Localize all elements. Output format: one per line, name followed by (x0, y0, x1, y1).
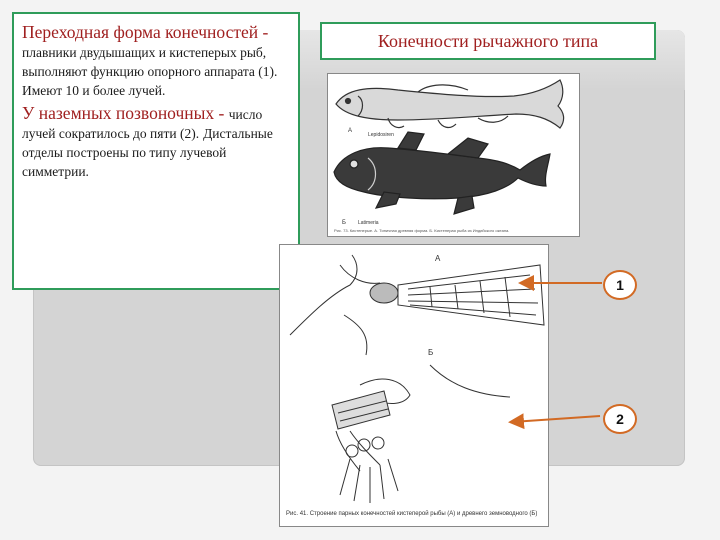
rays-description: число лучей сократилось до пяти (2). (22, 107, 263, 141)
callout-2: 2 (603, 404, 637, 434)
limb-label-a: А (435, 254, 441, 263)
fish-figure-caption: Рис. 73. Кистеперые. А. Типичная древняя форма. Б. Кистеперая рыба из Индийского океана. (334, 228, 510, 233)
fish-label-a: А (348, 128, 353, 134)
distal-description: Дистальные отделы построены по типу лучевой симметрии. (22, 126, 273, 179)
heading-transitional-form: Переходная форма конечностей (22, 22, 259, 42)
limb-figure-caption: Рис. 41. Строение парных конечностей кистеперой рыбы (А) и древнего земноводного (Б) (286, 511, 538, 517)
limb-label-b: Б (428, 348, 434, 357)
fish-label-b: Б (342, 220, 346, 226)
terrestrial-dash: - (214, 103, 229, 123)
fish-name-b: Latimeria (358, 220, 379, 226)
callout-1: 1 (603, 270, 637, 300)
fish-name-a: Lepidosiren (368, 132, 394, 138)
heading-terrestrial: У наземных позвоночных (22, 103, 215, 123)
slide-title: Конечности рычажного типа (377, 30, 599, 51)
arrow-to-limb (512, 416, 600, 422)
heading-dash: - (258, 22, 269, 42)
fin-description: плавники двудышащих и кистеперых рыб, выполняют функцию опорного аппарата (1). Имеют 10 и более лучей. (22, 45, 278, 98)
